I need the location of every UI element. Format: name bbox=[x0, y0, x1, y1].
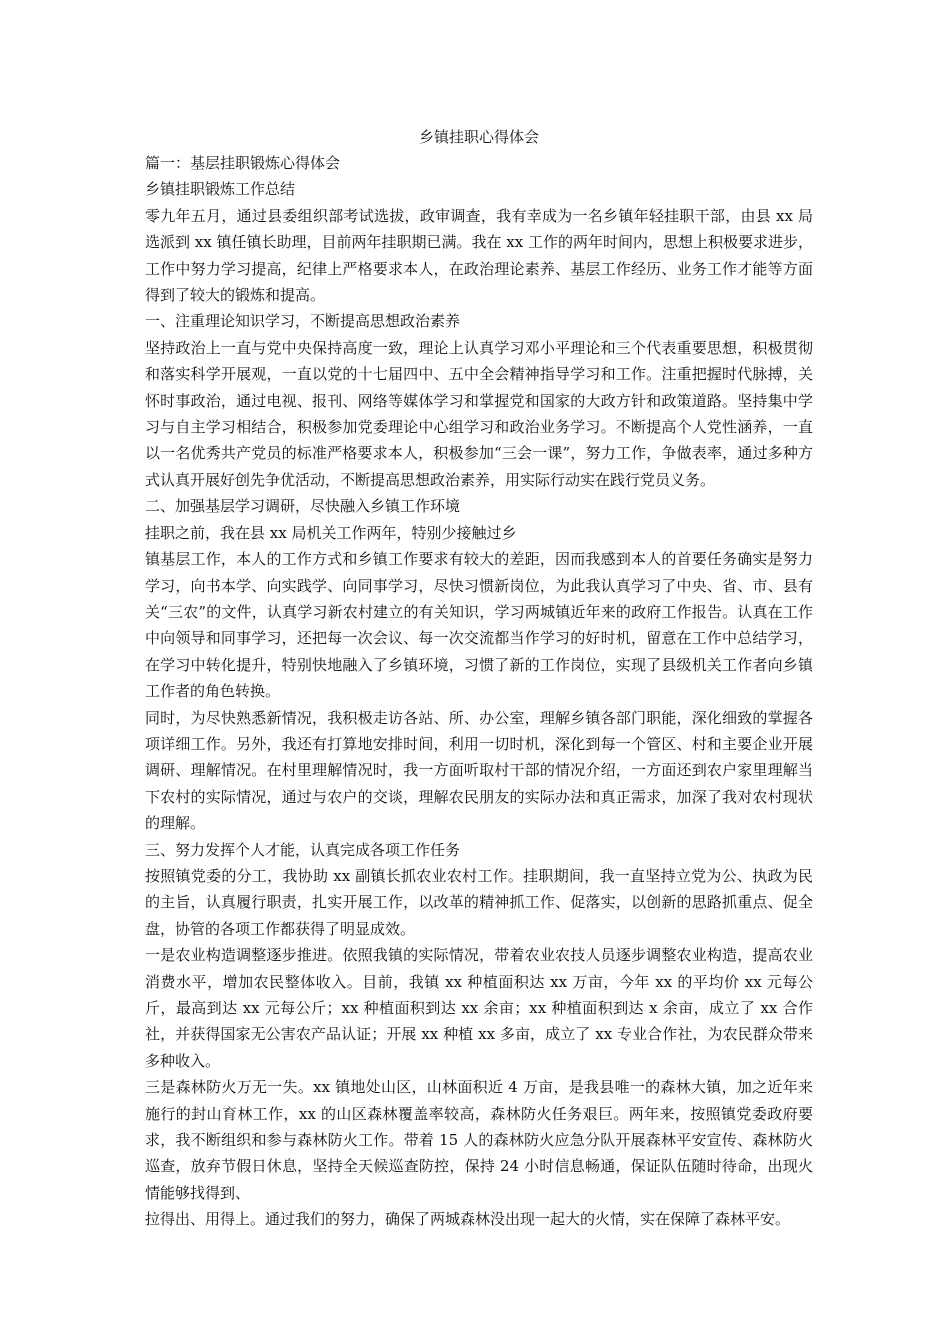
section-heading-2: 二、加强基层学习调研，尽快融入乡镇工作环境 bbox=[145, 497, 461, 516]
paragraph-learning: 镇基层工作，本人的工作方式和乡镇工作要求有较大的差距，因而我感到本人的首要任务确实是努力学习，向书本学、向实践学、向同事学习，尽快习惯新岗位，为此我认真学习了中央、省、市、县有关“三农”的文件，认真学习新农村建立的有关知识，学习两城镇近年来的政府工作报告。认真在工作中向领导和同事学习，还把每一次会议、每一次交流都当作学习的好时机，留意在工作中总结学习，在学习中转化提升，特别快地融入了乡镇环境，习惯了新的工作岗位，实现了县级机关工作者向乡镇工作者的角色转换。 bbox=[145, 550, 813, 701]
paragraph-fire-result: 拉得出、用得上。通过我们的努力，确保了两城森林没出现一起大的火情，实在保障了森林平安。 bbox=[145, 1210, 791, 1229]
paragraph-duties: 按照镇党委的分工，我协助 xx 副镇长抓农业农村工作。挂职期间，我一直坚持立党为公、执政为民的主旨，认真履行职责，扎实开展工作，以改革的精神抓工作、促落实，以创新的思路抓重点、促全盘，协管的各项工作都获得了明显成效。 bbox=[145, 866, 813, 938]
paragraph-before-post: 挂职之前，我在县 xx 局机关工作两年，特别少接触过乡 bbox=[145, 523, 517, 542]
section-heading-1: 一、注重理论知识学习，不断提高思想政治素养 bbox=[145, 312, 461, 331]
document-title: 乡镇挂职心得体会 bbox=[418, 128, 539, 146]
paragraph-theory: 坚持政治上一直与党中央保持高度一致，理论上认真学习邓小平理论和三个代表重要思想，积极贯彻和落实科学开展观，一直以党的十七届四中、五中全会精神指导学习和工作。注重把握时代脉搏，关怀时事政治，通过电视、报刊、网络等媒体学习和掌握党和国家的大政方针和政策道路。坚持集中学习与自主学习相结合，积极参加党委理论中心组学习和政治业务学习。不断提高个人党性涵养，一直以一名优秀共产党员的标准严格要求本人，积极参加“三会一课”，努力工作，争做表率，通过多种方式认真开展好创先争优活动，不断提高思想政治素养，用实际行动实在践行党员义务。 bbox=[145, 338, 813, 489]
document-body bbox=[145, 124, 813, 1233]
paragraph-agriculture: 一是农业构造调整逐步推进。依照我镇的实际情况，带着农业农技人员逐步调整农业构造，提高农业消费水平，增加农民整体收入。目前，我镇 xx 种植面积达 xx 万亩，今年 xx 的平均价 xx 元每公斤，最高到达 xx 元每公斤；xx 种植面积到达 xx 余亩；xx 种植面积到达 x 余亩，成立了 xx 合作社，并获得国家无公害农产品认证；开展 xx 种植 xx 多亩，成立了 xx 专业合作社，为农民群众带来多种收入。 bbox=[145, 946, 813, 1070]
paragraph-intro: 零九年五月，通过县委组织部考试选拔，政审调查，我有幸成为一名乡镇年轻挂职干部，由县 xx 局选派到 xx 镇任镇长助理，目前两年挂职期已满。我在 xx 工作的两年时间内，思想上积极要求进步，工作中努力学习提高，纪律上严格要求本人，在政治理论素养、基层工作经历、业务工作才能等方面得到了较大的锻炼和提高。 bbox=[145, 206, 813, 305]
section-heading-part-one: 篇一：基层挂职锻炼心得体会 bbox=[145, 154, 341, 172]
paragraph-fire-prevention: 三是森林防火万无一失。xx 镇地处山区，山林面积近 4 万亩，是我县唯一的森林大镇，加之近年来施行的封山育林工作，xx 的山区森林覆盖率较高，森林防火任务艰巨。两年来，按照镇党委政府要求，我不断组织和参与森林防火工作。带着 15 人的森林防火应急分队开展森林平安宣传、森林防火巡查，放弃节假日休息，坚持全天候巡查防控，保持 24 小时信息畅通，保证队伍随时待命，出现火情能够找得到、 bbox=[145, 1078, 813, 1202]
paragraph-research: 同时，为尽快熟悉新情况，我积极走访各站、所、办公室，理解乡镇各部门职能，深化细致的掌握各项详细工作。另外，我还有打算地安排时间，利用一切时机，深化到每一个管区、村和主要企业开展调研、理解情况。在村里理解情况时，我一方面听取村干部的情况介绍，一方面还到农户家里理解当下农村的实际情况，通过与农户的交谈，理解农民朋友的实际办法和真正需求，加深了我对农村现状的理解。 bbox=[145, 708, 813, 833]
subtitle: 乡镇挂职锻炼工作总结 bbox=[145, 180, 296, 199]
section-heading-3: 三、努力发挥个人才能，认真完成各项工作任务 bbox=[145, 840, 461, 859]
